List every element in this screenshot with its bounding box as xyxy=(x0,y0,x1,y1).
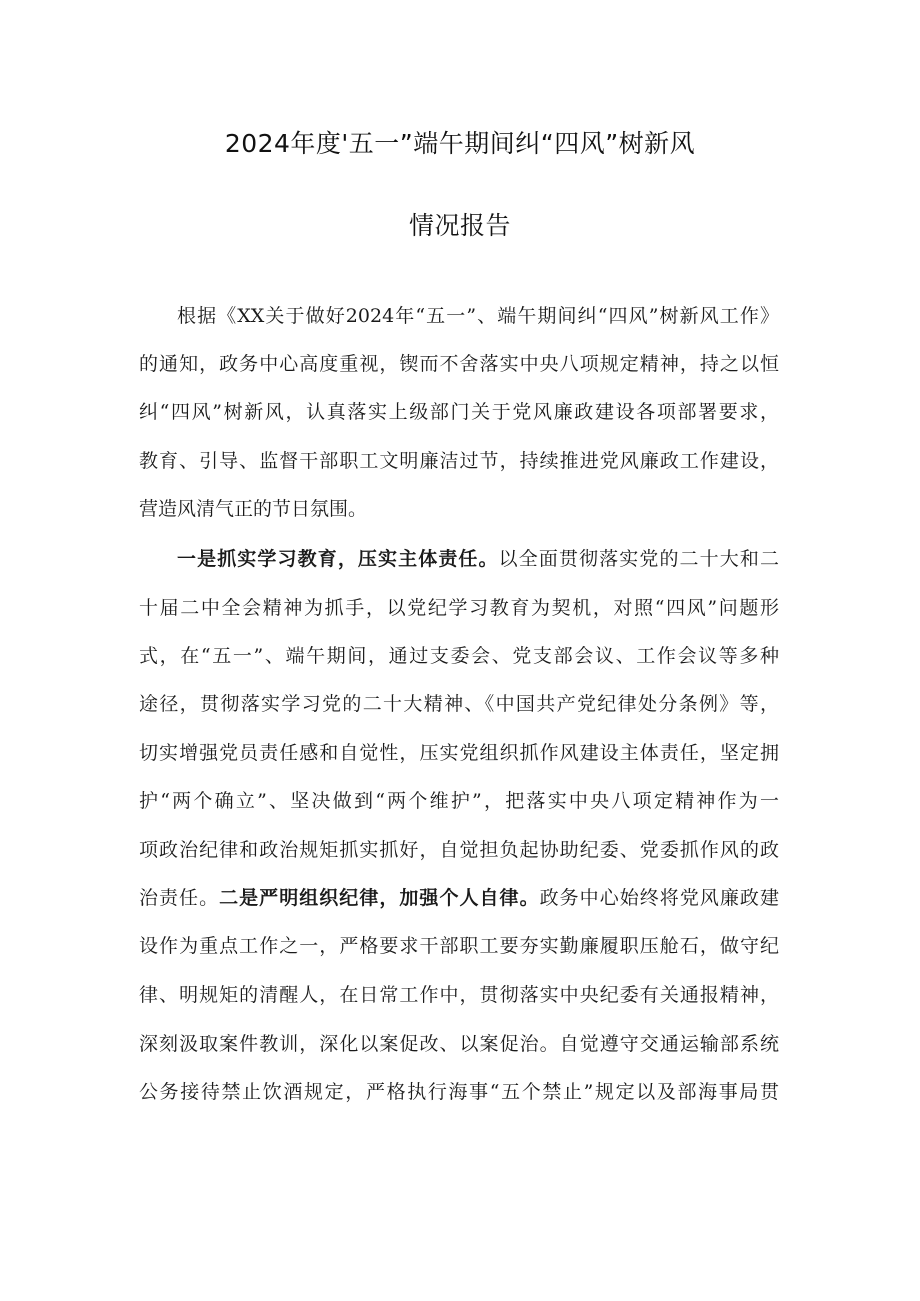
paragraph-2-line-9: 设作为重点工作之一，严格要求干部职工要夯实勤廉履职压舱石，做守纪 xyxy=(139,935,779,957)
paragraph-2-line-1 xyxy=(177,545,779,573)
paragraph-2-line-11: 深刻汲取案件教训，深化以案促改、以案促治。自觉遵守交通运输部系统 xyxy=(139,1033,779,1055)
section-heading-2: 二是严明组织纪律，加强个人自律。 xyxy=(219,887,540,909)
paragraph-2-line-1-text: 以全面贯彻落实党的二十大和二 xyxy=(498,548,779,570)
paragraph-2-line-2: 十届二中全会精神为抓手，以党纪学习教育为契机，对照“四风”问题形 xyxy=(139,597,779,619)
section-heading-1: 一是抓实学习教育，压实主体责任。 xyxy=(177,548,499,570)
report-title-line-2: 情况报告 xyxy=(408,211,511,240)
paragraph-1-line-1: 根据《XX关于做好2024年“五一”、端午期间纠“四风”树新风工作》 xyxy=(177,305,779,327)
paragraph-2-line-8-text: 政务中心始终将党风廉政建 xyxy=(539,887,779,909)
paragraph-2-line-10: 律、明规矩的清醒人，在日常工作中，贯彻落实中央纪委有关通报精神， xyxy=(139,984,779,1006)
paragraph-2-line-3: 式，在“五一”、端午期间，通过支委会、党支部会议、工作会议等多种 xyxy=(139,645,779,667)
paragraph-2-line-7: 项政治纪律和政治规矩抓实抓好，自觉担负起协助纪委、党委抓作风的政 xyxy=(139,839,779,861)
paragraph-1-line-2: 的通知，政务中心高度重视，锲而不舍落实中央八项规定精神，持之以恒 xyxy=(139,353,779,375)
paragraph-2-line-6: 护“两个确立”、坚决做到“两个维护”，把落实中央八项定精神作为一 xyxy=(139,790,779,812)
paragraph-1-line-5: 营造风清气正的节日氛围。 xyxy=(139,498,368,520)
paragraph-2-line-4: 途径，贯彻落实学习党的二十大精神、《中国共产党纪律处分条例》等， xyxy=(139,693,779,715)
paragraph-2-line-8-start: 治责任。 xyxy=(139,887,220,909)
paragraph-1-line-3: 纠“四风”树新风，认真落实上级部门关于党风廉政建设各项部署要求， xyxy=(139,401,779,423)
paragraph-2-line-12: 公务接待禁止饮酒规定，严格执行海事“五个禁止”规定以及部海事局贯 xyxy=(139,1081,779,1103)
paragraph-1-line-4: 教育、引导、监督干部职工文明廉洁过节，持续推进党风廉政工作建设， xyxy=(139,450,779,472)
paragraph-2-line-8 xyxy=(139,884,779,912)
report-title-line-1: 2024年度'五一”端午期间纠“四风”树新风 xyxy=(224,129,696,158)
paragraph-2-line-5: 切实增强党员责任感和自觉性，压实党组织抓作风建设主体责任，坚定拥 xyxy=(139,742,779,764)
